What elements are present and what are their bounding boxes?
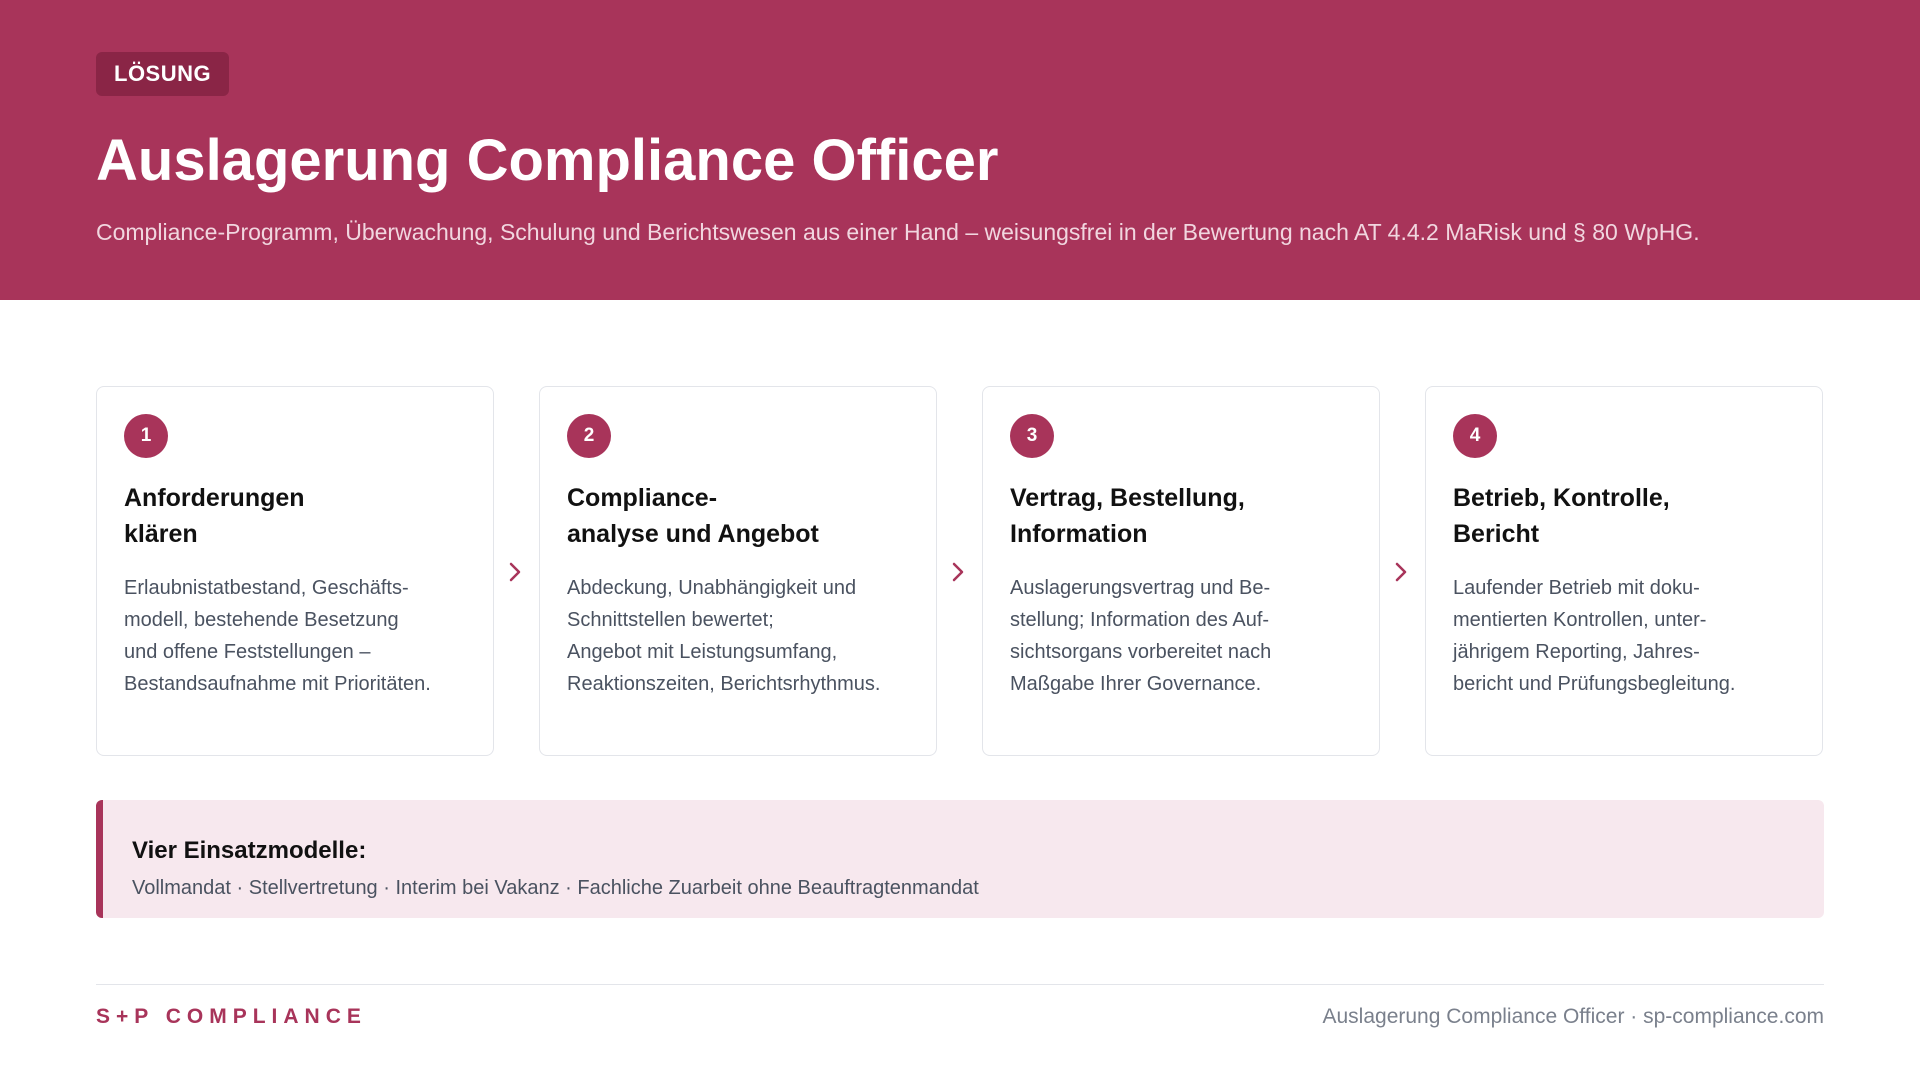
step-number-badge: 3 [1010, 414, 1054, 458]
note-title: Vier Einsatzmodelle: [132, 837, 367, 864]
step-card-3 [982, 386, 1380, 756]
step-description: Abdeckung, Unabhängigkeit und Schnittstellen bewertet; Angebot mit Leistungsumfang, Reaktionszeiten, Berichtsrhythmus. [567, 577, 881, 695]
step-number-badge: 4 [1453, 414, 1497, 458]
step-title: Compliance- analyse und Angebot [567, 484, 819, 548]
section-badge: LÖSUNG [96, 52, 229, 96]
page-title: Auslagerung Compliance Officer [96, 128, 999, 193]
step-number-badge: 2 [567, 414, 611, 458]
step-description: Auslagerungsvertrag und Be- stellung; Information des Auf- sichtsorgans vorbereitet nach Maßgabe Ihrer Governance. [1010, 577, 1272, 695]
chevron-right-icon [1390, 552, 1414, 592]
footer-caption: Auslagerung Compliance Officer · sp-compliance.com [1322, 1005, 1824, 1028]
brand-logo: S+P COMPLIANCE [96, 1005, 367, 1028]
step-card-4 [1425, 386, 1823, 756]
step-card-1 [96, 386, 494, 756]
note-text: Vollmandat · Stellvertretung · Interim bei Vakanz · Fachliche Zuarbeit ohne Beauftragtenmandat [132, 877, 979, 899]
chevron-right-icon [947, 552, 971, 592]
header-banner [0, 0, 1920, 300]
page-subtitle: Compliance-Programm, Überwachung, Schulung und Berichtswesen aus einer Hand – weisungsfrei in der Bewertung nach AT 4.4.2 MaRisk und § 80 WpHG. [96, 219, 1700, 245]
step-number-badge: 1 [124, 414, 168, 458]
step-title: Betrieb, Kontrolle, Bericht [1453, 484, 1670, 548]
step-card-2 [539, 386, 937, 756]
step-title: Anforderungen klären [124, 484, 305, 548]
step-title: Vertrag, Bestellung, Information [1010, 484, 1245, 548]
deployment-models-note [96, 800, 1824, 918]
step-description: Laufender Betrieb mit doku- mentierten Kontrollen, unter- jährigem Reporting, Jahres- bericht und Prüfungsbegleitung. [1453, 577, 1736, 695]
process-steps [96, 386, 1824, 758]
step-description: Erlaubnistatbestand, Geschäfts- modell, bestehende Besetzung und offene Feststellungen – Bestandsaufnahme mit Prioritäten. [124, 577, 431, 695]
footer-divider [96, 984, 1824, 985]
chevron-right-icon [504, 552, 528, 592]
